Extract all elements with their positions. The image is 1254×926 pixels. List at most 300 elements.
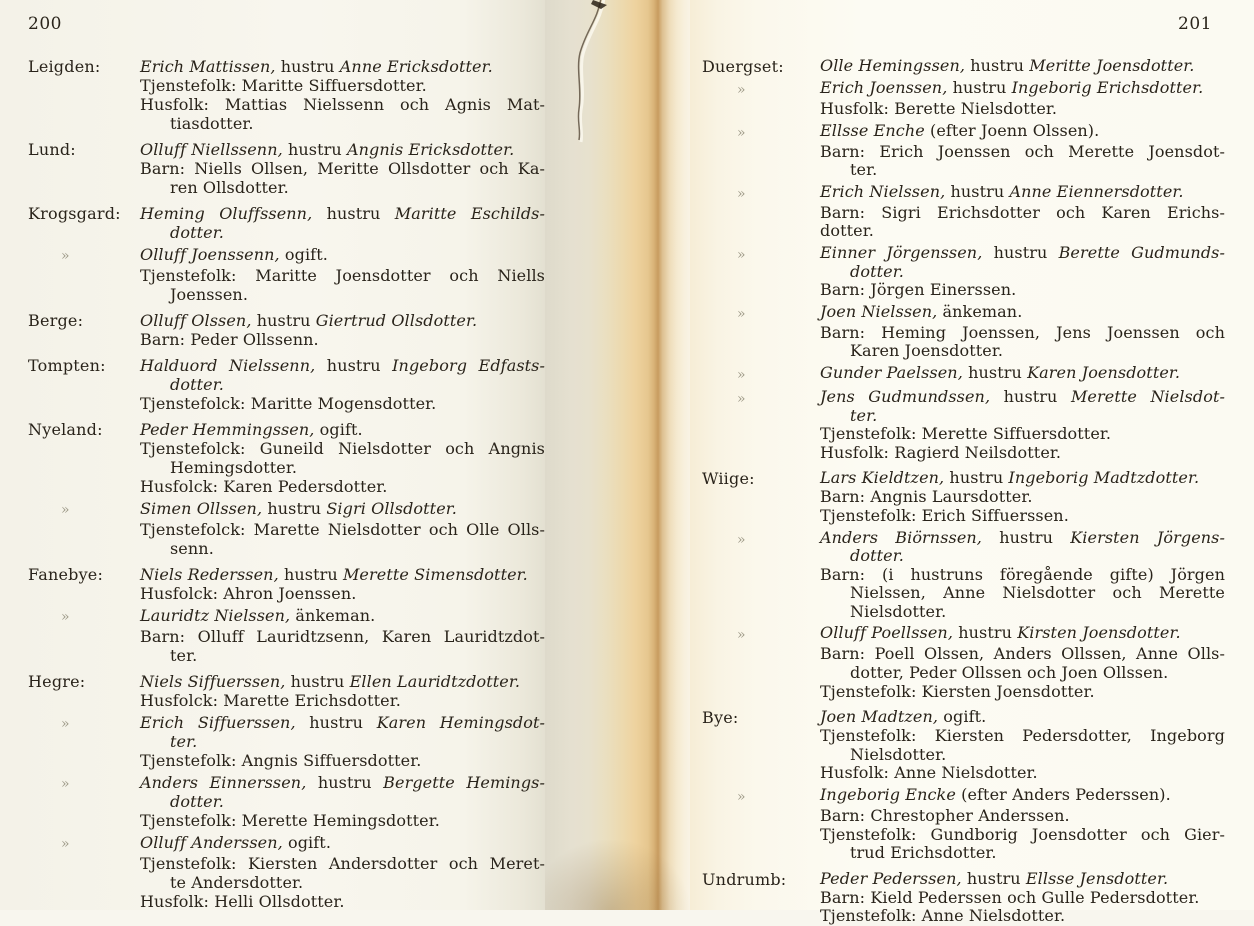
label-column [28, 499, 140, 520]
entry-text [140, 394, 545, 413]
text-run: Husfolk: Mattias Nielssenn och Agnis Mat- [140, 95, 545, 114]
person-name: Joen Nielssen, [820, 301, 938, 321]
person-name: Anne Ericksdotter. [339, 57, 493, 76]
text-line [820, 100, 1225, 119]
entry-row [28, 811, 545, 830]
entry-row [28, 477, 545, 496]
text-line [140, 499, 545, 518]
text-run: Tjenstefolk: Kiersten Joensdotter. [820, 681, 1095, 701]
entry-row [28, 713, 545, 751]
text-run: hustru [944, 468, 1009, 488]
entry-row [28, 773, 545, 811]
page-number-right: 201 [1178, 14, 1212, 34]
person-name: Halduord Nielssenn, [140, 356, 316, 375]
entry-text [820, 244, 1225, 281]
text-line [140, 773, 545, 792]
entry-row [28, 584, 545, 603]
text-line [820, 122, 1225, 141]
entry-row [702, 786, 1254, 807]
person-name: dotter. [850, 261, 904, 281]
entry-row [702, 324, 1254, 361]
text-run: hustru [306, 773, 384, 792]
text-run: trud Erichsdotter. [850, 843, 997, 863]
person-name: Erich Joenssen, [820, 78, 948, 97]
text-run: änkeman. [937, 301, 1023, 321]
text-line [140, 330, 545, 349]
label-column [702, 388, 820, 409]
person-name: dotter. [170, 223, 224, 242]
label-column [28, 833, 140, 854]
entry-text [140, 266, 545, 304]
person-name: Kiersten Jörgens- [1070, 527, 1225, 547]
text-line [140, 691, 545, 710]
label-column [28, 204, 140, 223]
person-name: Niels Rederssen, [140, 565, 279, 584]
text-run: Tjenstefolk: Merette Hemingsdotter. [140, 811, 440, 830]
ditto-mark-icon: » [737, 246, 746, 263]
entry-text [140, 833, 545, 852]
entry-row [702, 183, 1254, 204]
entry-text [140, 691, 545, 710]
entry-text [820, 683, 1225, 702]
entry-row [702, 100, 1254, 119]
entry-text [140, 499, 545, 518]
text-line [140, 539, 545, 558]
text-line [140, 873, 545, 892]
text-line [140, 646, 545, 665]
text-run: Nielsdotter. [850, 744, 947, 764]
label-column [28, 311, 140, 330]
person-name: Erich Nielssen, [820, 181, 946, 201]
entry-row [28, 140, 545, 159]
label-column [28, 565, 140, 584]
place-label: Undrumb: [702, 869, 787, 889]
text-run: Tjenstefolck: Maritte Mogensdotter. [140, 394, 437, 413]
text-run: Husfolk: Helli Ollsdotter. [140, 892, 345, 911]
place-label: Lund: [28, 140, 76, 159]
text-line [820, 303, 1225, 322]
person-name: Gunder Paelssen, [820, 362, 963, 382]
entry-text [140, 584, 545, 603]
person-name: Anders Einnerssen, [140, 773, 307, 792]
text-line [140, 204, 545, 223]
entry-row [702, 388, 1254, 425]
text-run: ogift. [938, 707, 987, 727]
entry-text [820, 645, 1225, 682]
text-run: Barn: Niells Ollsen, Meritte Ollsdotter och Ka- [140, 159, 545, 178]
entry-row [702, 204, 1254, 241]
label-column [28, 356, 140, 375]
person-name: Merette Simensdotter. [342, 565, 528, 584]
entry-text [140, 76, 545, 95]
text-line [140, 140, 545, 159]
label-column [28, 713, 140, 734]
text-run: Husfolck: Marette Erichsdotter. [140, 691, 401, 710]
text-line [820, 907, 1225, 926]
entry-row [702, 79, 1254, 100]
text-line [820, 764, 1225, 783]
text-run: Barn: Kield Pederssen och Gulle Pedersdotter. [820, 887, 1200, 907]
text-line [820, 444, 1225, 463]
label-column [28, 57, 140, 76]
text-line [140, 159, 545, 178]
text-run: Tjenstefolck: Guneild Nielsdotter och Angnis [140, 439, 545, 458]
text-line [820, 79, 1225, 98]
text-line [140, 114, 545, 133]
ditto-mark-icon: » [61, 248, 70, 264]
text-run: Husfolck: Ahron Joenssen. [140, 584, 357, 603]
label-column [28, 773, 140, 794]
entry-text [820, 807, 1225, 826]
text-line [820, 183, 1225, 202]
entry-text [140, 477, 545, 496]
entry-text [820, 204, 1225, 241]
entry-row [28, 691, 545, 710]
entry-row [702, 364, 1254, 385]
text-line [820, 746, 1225, 765]
entry-row [702, 764, 1254, 783]
text-run: hustru [982, 527, 1071, 547]
text-line [820, 889, 1225, 908]
entry-text [140, 854, 545, 892]
entry-text [820, 870, 1225, 889]
entry-row [28, 266, 545, 304]
label-column [28, 245, 140, 266]
text-line [140, 792, 545, 811]
label-column [702, 786, 820, 807]
entry-row [28, 95, 545, 133]
label-column [702, 870, 820, 889]
entry-text [820, 79, 1225, 98]
text-line [140, 811, 545, 830]
entry-text [820, 566, 1225, 622]
text-line [140, 627, 545, 646]
text-line [820, 342, 1225, 361]
ditto-mark-icon: » [737, 789, 746, 806]
text-line [140, 95, 545, 114]
text-run: Barn: Peder Ollssenn. [140, 330, 319, 349]
person-name: Ellsse Enche [820, 120, 925, 140]
text-run: Barn: Olluff Lauridtzsenn, Karen Lauridtzdot- [140, 627, 545, 646]
entry-text [140, 311, 545, 330]
person-name: Ellsse Jensdotter. [1025, 868, 1169, 888]
entry-row [702, 488, 1254, 507]
text-line [140, 458, 545, 477]
entry-text [140, 773, 545, 811]
person-name: Peder Hemmingssen, [140, 420, 315, 439]
text-line [820, 507, 1225, 526]
text-run: Nielsdotter. [850, 601, 947, 621]
text-line [820, 143, 1225, 162]
gutter-bottom-shadow [545, 840, 690, 910]
person-name: Angnis Ericksdotter. [346, 140, 515, 159]
entry-row [702, 57, 1254, 76]
text-run: hustru [982, 242, 1059, 262]
ditto-mark-icon: » [737, 124, 746, 141]
text-line [820, 664, 1225, 683]
text-run: hustru [953, 623, 1018, 643]
text-line [140, 565, 545, 584]
ditto-mark-icon: » [737, 531, 746, 548]
text-run: Barn: Erich Joenssen och Merette Joensdot- [820, 141, 1225, 161]
ditto-mark-icon: » [61, 502, 70, 518]
text-line [140, 892, 545, 911]
label-column [702, 244, 820, 265]
entry-text [820, 786, 1225, 805]
person-name: Ingeborig Encke [820, 785, 956, 805]
page-201 [690, 0, 1254, 926]
person-name: Olluff Anderssen, [140, 833, 283, 852]
text-run: hustru [945, 181, 1010, 201]
text-run: ogift. [279, 245, 328, 264]
text-line [140, 584, 545, 603]
text-line [820, 624, 1225, 643]
text-run: Barn: Sigri Erichsdotter och Karen Erichs- [820, 202, 1225, 222]
text-line [820, 870, 1225, 889]
text-run: ter. [170, 646, 198, 665]
entry-text [820, 507, 1225, 526]
entry-text [140, 140, 545, 159]
text-run: Karen Joensdotter. [850, 341, 1004, 361]
ditto-mark-icon: » [737, 305, 746, 322]
text-line [140, 285, 545, 304]
entry-row [28, 520, 545, 558]
text-run: Husfolk: Ragierd Neilsdotter. [820, 442, 1062, 462]
entry-text [820, 100, 1225, 119]
entry-row [28, 394, 545, 413]
entry-row [702, 683, 1254, 702]
person-name: Ingeborig Erichsdotter. [1011, 78, 1204, 97]
text-line [820, 786, 1225, 805]
entry-row [702, 807, 1254, 826]
text-run: Tjenstefolk: Maritte Joensdotter och Niells [140, 266, 545, 285]
text-run: hustru [315, 356, 393, 375]
page-200-content [28, 57, 545, 911]
text-run: Barn: Poell Olssen, Anders Ollssen, Anne Olls- [820, 644, 1225, 664]
text-line [140, 223, 545, 242]
entry-text [140, 565, 545, 584]
text-run: Joenssen. [170, 285, 249, 304]
person-name: Erich Siffuerssen, [140, 713, 296, 732]
place-label: Hegre: [28, 672, 86, 691]
text-line [820, 222, 1225, 241]
person-name: Jens Gudmundssen, [820, 386, 991, 406]
text-run: (efter Anders Pederssen). [955, 785, 1171, 805]
text-run: Tjenstefolk: Kiersten Andersdotter och Meret- [140, 854, 545, 873]
text-run: Barn: Chrestopher Anderssen. [820, 806, 1070, 826]
person-name: Simen Ollssen, [140, 499, 263, 518]
text-run: hustru [285, 672, 350, 691]
entry-text [820, 529, 1225, 566]
text-line [820, 584, 1225, 603]
text-line [140, 520, 545, 539]
entry-text [820, 826, 1225, 863]
text-run: ogift. [282, 833, 332, 852]
entry-text [140, 159, 545, 197]
entry-text [820, 708, 1225, 727]
entry-row [702, 826, 1254, 863]
page-number-left: 200 [28, 14, 62, 34]
text-run: Tjenstefolk: Merette Siffuersdotter. [820, 424, 1112, 444]
entry-row [28, 330, 545, 349]
entry-text [140, 627, 545, 665]
place-label: Wiige: [702, 469, 755, 489]
entry-text [140, 672, 545, 691]
text-line [820, 807, 1225, 826]
text-run: Hemingsdotter. [170, 458, 298, 477]
entry-row [28, 499, 545, 520]
entry-row [28, 356, 545, 394]
text-line [140, 833, 545, 852]
person-name: Olle Hemingssen, [820, 56, 966, 75]
ditto-mark-icon: » [61, 776, 70, 792]
entry-text [140, 420, 545, 439]
person-name: Berette Gudmunds- [1058, 242, 1225, 262]
label-column [702, 529, 820, 550]
entry-text [820, 624, 1225, 643]
page-201-content [702, 57, 1254, 926]
text-line [820, 407, 1225, 426]
text-line [820, 364, 1225, 383]
entry-row [702, 645, 1254, 682]
text-run: Barn: Angnis Laursdotter. [820, 487, 1033, 507]
text-line [140, 394, 545, 413]
person-name: Lars Kieldtzen, [820, 468, 945, 488]
person-name: Niels Siffuerssen, [140, 672, 286, 691]
entry-text [140, 204, 545, 242]
person-name: Kirsten Joensdotter. [1017, 623, 1181, 643]
label-column [28, 140, 140, 159]
entry-text [140, 57, 545, 76]
person-name: Karen Hemingsdot- [376, 713, 545, 732]
text-run: änkeman. [290, 606, 376, 625]
text-run: Tjenstefolk: Erich Siffuerssen. [820, 505, 1069, 525]
text-line [820, 727, 1225, 746]
ditto-mark-icon: » [61, 836, 70, 852]
text-line [820, 263, 1225, 282]
entry-text [820, 488, 1225, 507]
entry-text [820, 444, 1225, 463]
text-run: Tjenstefolk: Maritte Siffuersdotter. [140, 76, 427, 95]
person-name: Olluff Poellssen, [820, 623, 954, 643]
text-line [140, 311, 545, 330]
entry-row [28, 751, 545, 770]
entry-row [702, 143, 1254, 180]
text-line [820, 204, 1225, 223]
entry-row [28, 892, 545, 911]
ditto-mark-icon: » [737, 390, 746, 407]
text-line [140, 732, 545, 751]
text-line [140, 751, 545, 770]
text-run: ren Ollsdotter. [170, 178, 289, 197]
entry-row [28, 311, 545, 330]
entry-text [140, 330, 545, 349]
entry-text [820, 388, 1225, 425]
text-line [140, 420, 545, 439]
entry-row [28, 439, 545, 477]
text-run: hustru [278, 565, 343, 584]
entry-row [702, 122, 1254, 143]
text-run: hustru [990, 386, 1071, 406]
text-line [140, 266, 545, 285]
book-gutter [545, 0, 690, 910]
text-line [140, 854, 545, 873]
text-line [140, 57, 545, 76]
person-name: Giertrud Ollsdotter. [315, 311, 478, 330]
text-run: Tjenstefolk: Gundborig Joensdotter och Gier- [820, 824, 1225, 844]
text-run: hustru [275, 57, 340, 76]
entry-text [140, 245, 545, 264]
label-column [28, 672, 140, 691]
text-line [140, 672, 545, 691]
ditto-mark-icon: » [737, 82, 746, 98]
ditto-mark-icon: » [61, 609, 70, 625]
text-line [820, 244, 1225, 263]
entry-row [28, 606, 545, 627]
entry-text [820, 143, 1225, 180]
text-line [140, 375, 545, 394]
text-run: dotter, Peder Ollssen och Joen Ollssen. [850, 663, 1169, 683]
entry-row [28, 672, 545, 691]
entry-text [820, 469, 1225, 488]
person-name: Sigri Ollsdotter. [326, 499, 457, 518]
entry-text [820, 122, 1225, 141]
text-line [140, 477, 545, 496]
entry-row [28, 833, 545, 854]
entry-row [702, 281, 1254, 300]
entry-row [702, 425, 1254, 444]
text-run: Tjenstefolk: Kiersten Pedersdotter, Ingeborg [820, 726, 1225, 746]
entry-row [702, 889, 1254, 908]
person-name: Lauridtz Nielssen, [140, 606, 291, 625]
place-label: Duergset: [702, 57, 784, 76]
place-label: Fanebye: [28, 565, 104, 584]
text-run: ter. [850, 160, 878, 180]
text-run: Tjenstefolk: Anne Nielsdotter. [820, 906, 1066, 926]
text-line [820, 488, 1225, 507]
person-name: Anders Biörnssen, [820, 527, 982, 547]
entry-row [702, 529, 1254, 566]
ditto-mark-icon: » [737, 185, 746, 202]
entry-row [702, 244, 1254, 281]
text-line [820, 161, 1225, 180]
text-line [820, 547, 1225, 566]
entry-row [28, 854, 545, 892]
place-label: Nyeland: [28, 420, 103, 439]
entry-row [28, 627, 545, 665]
entry-row [28, 245, 545, 266]
text-line [820, 425, 1225, 444]
person-name: Erich Mattissen, [140, 57, 276, 76]
text-line [820, 566, 1225, 585]
person-name: Joen Madtzen, [820, 707, 939, 727]
text-line [140, 245, 545, 264]
label-column [702, 303, 820, 324]
text-run: hustru [312, 204, 395, 223]
text-run: senn. [170, 539, 214, 558]
text-run: hustru [962, 362, 1028, 382]
person-name: ter. [170, 732, 198, 751]
entry-text [140, 892, 545, 911]
label-column [702, 624, 820, 645]
entry-text [820, 57, 1225, 76]
label-column [702, 364, 820, 385]
text-run: Barn: Jörgen Einerssen. [820, 280, 1017, 300]
entry-text [820, 364, 1225, 383]
text-run: Tjenstefolk: Angnis Siffuersdotter. [140, 751, 422, 770]
text-line [820, 388, 1225, 407]
entry-row [702, 444, 1254, 463]
